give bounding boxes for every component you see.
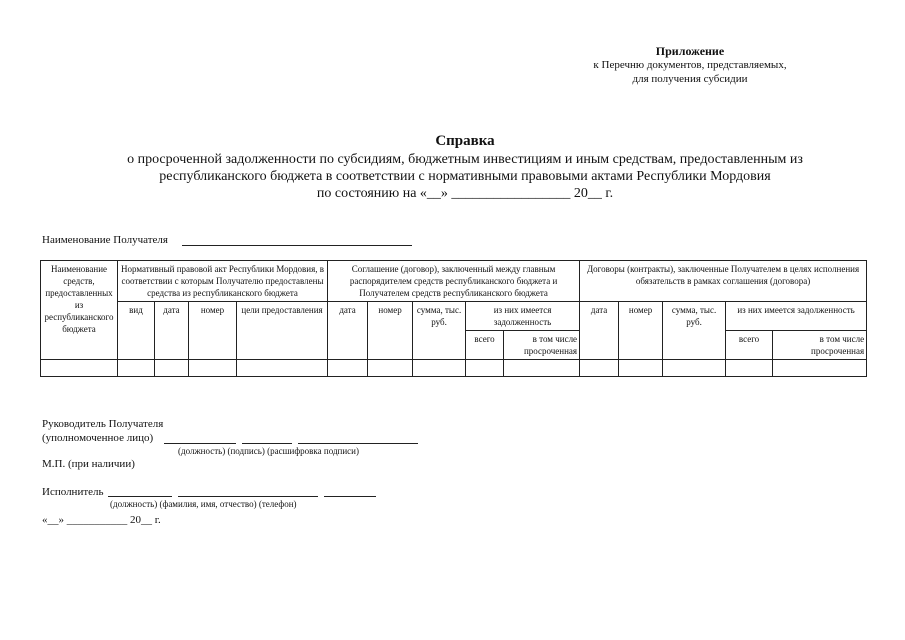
table-cell	[155, 360, 189, 377]
head-signature-line	[242, 443, 292, 444]
col-header-act-nomer: номер	[189, 302, 237, 360]
head-label-2: (уполномоченное лицо)	[42, 432, 154, 444]
executor-label: Исполнитель	[42, 486, 104, 498]
col-header-agr-overdue: в том числе просроченная	[504, 331, 580, 360]
table-cell	[663, 360, 726, 377]
table-cell	[773, 360, 867, 377]
table-cell	[413, 360, 466, 377]
executor-position-line	[108, 496, 172, 497]
col-header-act-celi: цели предоставления	[237, 302, 328, 360]
col-header-agr-nomer: номер	[368, 302, 413, 360]
table-cell	[41, 360, 118, 377]
debt-table	[40, 260, 867, 377]
table-row	[41, 360, 867, 377]
table-cell	[237, 360, 328, 377]
col-header-con-nomer: номер	[619, 302, 663, 360]
appendix-title: Приложение	[655, 44, 725, 58]
table-cell	[328, 360, 368, 377]
appendix-line-2: для получения субсидии	[632, 73, 748, 85]
recipient-label: Наименование Получателя	[42, 234, 168, 246]
col-header-con-vsego: всего	[726, 331, 773, 360]
col-header-agr-debt: из них имеется задолженность	[466, 302, 580, 331]
col-header-agr-data: дата	[328, 302, 368, 360]
appendix-line-1: к Перечню документов, представляемых,	[593, 59, 787, 71]
table-cell	[619, 360, 663, 377]
stamp-label: М.П. (при наличии)	[42, 458, 135, 470]
col-header-con-summa: сумма, тыс. руб.	[663, 302, 726, 360]
table-cell	[504, 360, 580, 377]
head-hint: (должность) (подпись) (расшифровка подписи)	[178, 446, 359, 456]
group-header-agreement: Соглашение (договор), заключенный между главным распорядителем средств республиканского бюджета и Получателем средств республиканского бюджета	[328, 261, 580, 302]
table-cell	[466, 360, 504, 377]
head-position-line	[164, 443, 236, 444]
head-label-1: Руководитель Получателя	[42, 418, 164, 430]
table-cell	[189, 360, 237, 377]
document-title: Справка	[435, 133, 495, 149]
date-line: «__» ___________ 20__ г.	[42, 514, 161, 526]
document-subtitle-line-1: о просроченной задолженности по субсидиям, бюджетным инвестициям и иным средствам, предоставленным из	[127, 152, 803, 167]
recipient-field-line	[182, 245, 412, 246]
executor-phone-line	[324, 496, 376, 497]
appendix-header	[560, 44, 820, 86]
col-header-con-overdue: в том числе просроченная	[773, 331, 867, 360]
table-cell	[368, 360, 413, 377]
group-header-contracts: Договоры (контракты), заключенные Получателем в целях исполнения обязательств в рамках соглашения (договора)	[580, 261, 867, 302]
executor-name-line	[178, 496, 318, 497]
table-cell	[118, 360, 155, 377]
col-header-agr-vsego: всего	[466, 331, 504, 360]
document-date-line: по состоянию на «__» _________________ 20__ г.	[316, 186, 614, 201]
document-subtitle-line-2: республиканского бюджета в соответствии с нормативными правовыми актами Республики Мордовия	[159, 169, 771, 184]
col-header-act-data: дата	[155, 302, 189, 360]
col-header-act-vid: вид	[118, 302, 155, 360]
executor-hint: (должность) (фамилия, имя, отчество) (телефон)	[110, 499, 297, 509]
col-header-agr-summa: сумма, тыс. руб.	[413, 302, 466, 360]
col-header-con-data: дата	[580, 302, 619, 360]
group-header-act: Нормативный правовой акт Республики Мордовия, в соответствии с которым Получателю предоставлены средства из республиканского бюджета	[118, 261, 328, 302]
head-decoding-line	[298, 443, 418, 444]
table-cell	[580, 360, 619, 377]
table-cell	[726, 360, 773, 377]
col-header-name: Наименование средств, предоставленных из республиканского бюджета	[41, 261, 118, 360]
col-header-con-debt: из них имеется задолженность	[726, 302, 867, 331]
